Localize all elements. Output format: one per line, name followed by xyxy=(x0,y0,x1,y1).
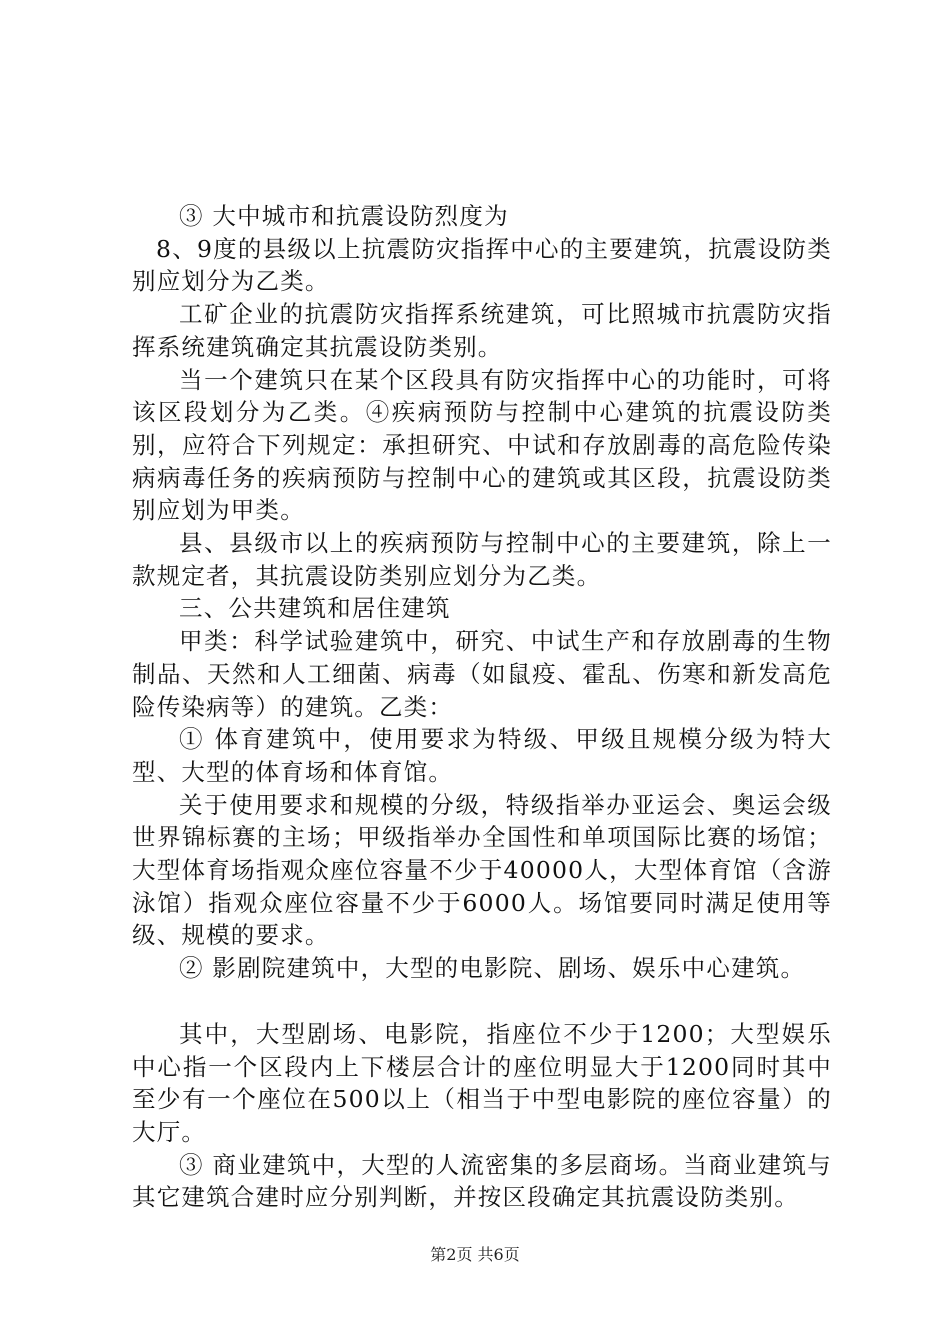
paragraph: 关于使用要求和规模的分级，特级指举办亚运会、奥运会级世界锦标赛的主场；甲级指举办全国性和单项国际比赛的场馆；大型体育场指观众座位容量不少于40000人，大型体育馆（含游泳馆）指观众座位容量不少于6000人。场馆要同时满足使用等级、规模的要求。 xyxy=(132,790,832,950)
paragraph: 其中，大型剧场、电影院，指座位不少于1200；大型娱乐中心指一个区段内上下楼层合计的座位明显大于1200同时其中至少有一个座位在500以上（相当于中型电影院的座位容量）的大厅。 xyxy=(132,1019,832,1146)
document-body xyxy=(132,200,832,1214)
paragraph: 甲类：科学试验建筑中，研究、中试生产和存放剧毒的生物制品、天然和人工细菌、病毒（如鼠疫、霍乱、伤寒和新发高危险传染病等）的建筑。乙类： xyxy=(132,627,832,721)
paragraph: ③ 大中城市和抗震设防烈度为 xyxy=(179,202,509,230)
paragraph: ② 影剧院建筑中，大型的电影院、剧场、娱乐中心建筑。 xyxy=(179,954,806,983)
paragraph: 8、9度的县级以上抗震防灾指挥中心的主要建筑，抗震设防类别应划分为乙类。 xyxy=(132,234,832,296)
blank-line xyxy=(132,985,832,1018)
paragraph: ③ 商业建筑中，大型的人流密集的多层商场。当商业建筑与其它建筑合建时应分别判断，并按区段确定其抗震设防类别。 xyxy=(132,1150,832,1212)
paragraph: 县、县级市以上的疾病预防与控制中心的主要建筑，除上一款规定者，其抗震设防类别应划分为乙类。 xyxy=(132,529,832,590)
paragraph: 当一个建筑只在某个区段具有防灾指挥中心的功能时，可将该区段划分为乙类。④疾病预防与控制中心建筑的抗震设防类别，应符合下列规定：承担研究、中试和存放剧毒的高危险传染病病毒任务的疾病预防与控制中心的建筑或其区段，抗震设防类别应划为甲类。 xyxy=(132,365,832,525)
page-footer: 第2页 共6页 xyxy=(430,1245,520,1264)
paragraph: 工矿企业的抗震防灾指挥系统建筑，可比照城市抗震防灾指挥系统建筑确定其抗震设防类别。 xyxy=(132,300,832,361)
paragraph: ① 体育建筑中，使用要求为特级、甲级且规模分级为特大型、大型的体育场和体育馆。 xyxy=(132,725,832,786)
section-heading: 三、公共建筑和居住建筑 xyxy=(179,594,451,623)
